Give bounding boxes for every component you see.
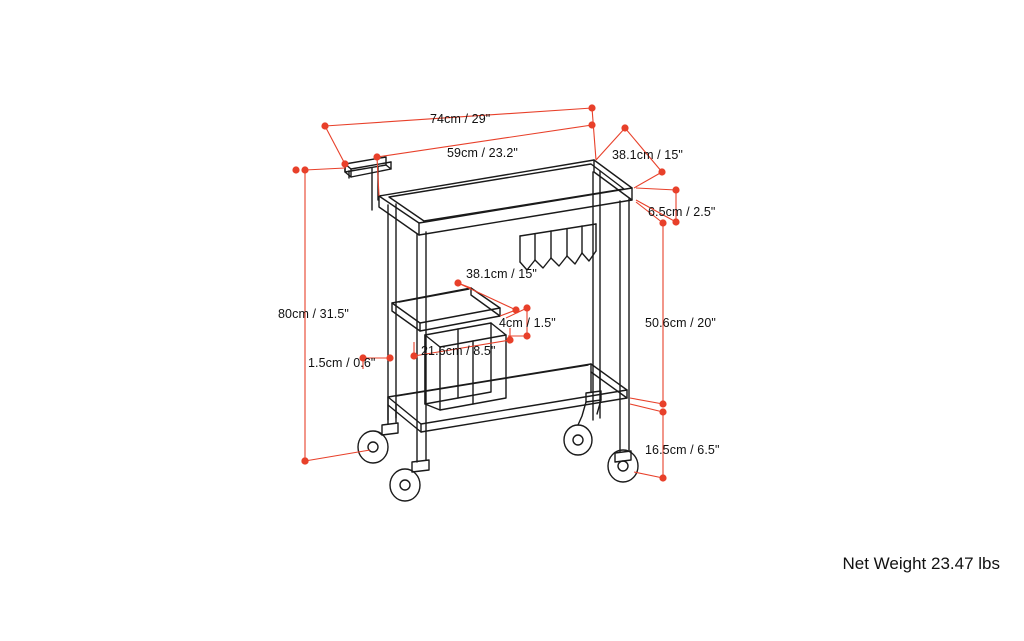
top-tray-left-edge <box>379 196 419 235</box>
ext-overall-width-left <box>325 126 345 164</box>
ext-bottom-clearance-top <box>630 404 663 412</box>
bottom-shelf-thickness-front <box>421 390 627 432</box>
stemware-rail-back <box>520 224 596 236</box>
dim-label-top-shelf-width: 59cm / 23.2" <box>447 146 518 160</box>
ext-depth-bottom <box>634 172 662 188</box>
ext-overall-width-right <box>592 108 596 160</box>
ext-top-rail-top <box>636 188 676 190</box>
top-tray-inner-lip <box>389 164 624 221</box>
stemware-v-3 <box>551 256 567 266</box>
dim-label-mid-shelf-depth: 38.1cm / 15" <box>466 267 537 281</box>
caster-front-right <box>608 450 638 482</box>
mid-shelf-thickness-right <box>471 288 500 316</box>
dim-label-under-top-height: 50.6cm / 20" <box>645 316 716 330</box>
bottle-holder-bottom-edge <box>425 404 440 410</box>
caster-back-right <box>564 391 601 455</box>
mid-shelf-inner-line <box>399 289 469 302</box>
stemware-v-2 <box>535 258 551 268</box>
stemware-v-4 <box>567 253 582 264</box>
caster-back-left <box>358 423 398 463</box>
ext-overall-height-top <box>305 168 345 170</box>
dim-label-bottle-holder-width: 21.6cm / 8.5" <box>421 344 496 358</box>
dim-label-bottom-clearance: 16.5cm / 6.5" <box>645 443 720 457</box>
dim-label-overall-depth: 38.1cm / 15" <box>612 148 683 162</box>
dim-label-top-rail-height: 6.5cm / 2.5" <box>648 205 716 219</box>
caster-front-left <box>390 460 429 501</box>
dim-label-shelf-thickness: 1.5cm / 0.6" <box>308 356 376 370</box>
ext-under-top-lower <box>630 398 663 404</box>
ext-bottom-clearance-bottom <box>634 472 663 478</box>
dim-label-overall-width: 74cm / 29" <box>430 112 491 126</box>
mid-shelf-thickness-front <box>420 308 500 331</box>
stemware-v-5 <box>582 251 596 261</box>
dim-label-frame-thickness: 4cm / 1.5" <box>499 316 556 330</box>
bottom-shelf-thickness-left <box>388 397 421 432</box>
product-outline <box>345 157 638 501</box>
dim-label-overall-height: 80cm / 31.5" <box>278 307 349 321</box>
net-weight-text: Net Weight 23.47 lbs <box>842 554 1000 573</box>
